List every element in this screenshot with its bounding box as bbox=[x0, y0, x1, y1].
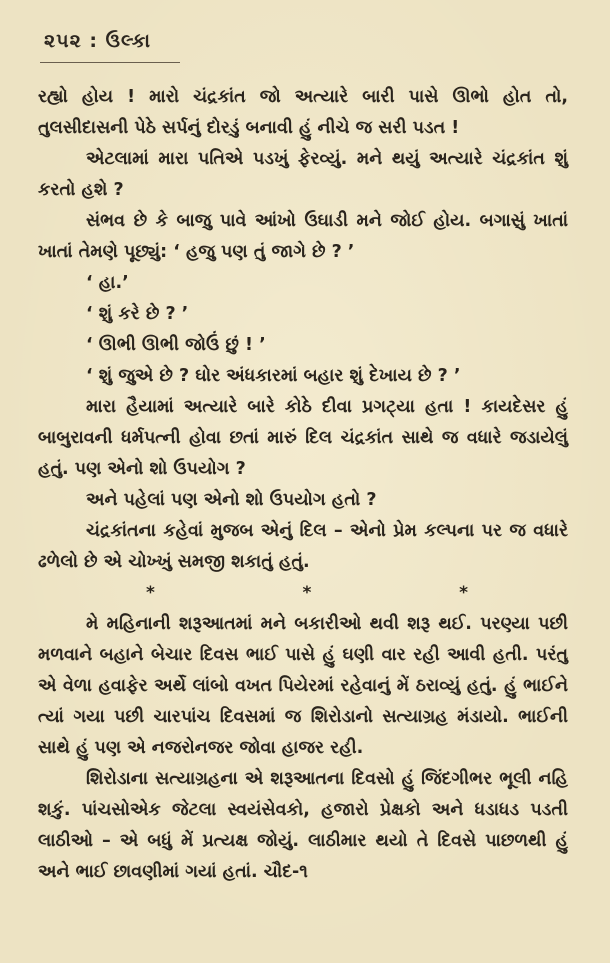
body-text bbox=[38, 82, 568, 888]
header-separator: : bbox=[89, 30, 99, 52]
paragraph: અને પહેલાં પણ એનો શો ઉપયોગ હતો ? bbox=[86, 490, 377, 510]
star-mark: * bbox=[459, 583, 468, 603]
paragraph: ‘ શું જુએ છે ? ઘોર અંધકારમાં બહાર શું દેખાય છે ? ’ bbox=[86, 366, 461, 386]
dialogue-line: ‘ શું કરે છે ? ’ bbox=[86, 304, 189, 324]
paragraph: મે મહિનાની શરૂઆતમાં મને બકારીઓ થવી શરૂ થઈ. પરણ્યા પછી મળવાને બહાને બેચાર દિવસ ભાઈ પાસે હું ઘણી વાર રહી આવી હતી. પરંતુ એ વેળા હવાફેર અર્થે લાંબો વખત પિયેરમાં રહેવાનું મેં ઠરાવ્યું હતું. હું ભાઈને ત્યાં ગયા પછી ચારપાંચ દિવસમાં જ શિરોડાનો સત્યાગ્રહ મંડાયો. ભાઈની સાથે હું પણ એ નજરોનજર જોવા હાજર રહી. bbox=[38, 614, 568, 758]
header-rule bbox=[40, 62, 180, 63]
paragraph: મારા હૈયામાં અત્યારે બારે કોઠે દીવા પ્રગટ્યા હતા ! કાયદેસર હું બાબુરાવની ધર્મપત્ની હોવા છતાં મારું દિલ ચંદ્રકાંત સાથે જ વધારે જડાયેલું હતું. પણ એનો શો ઉપયોગ ? bbox=[38, 397, 568, 479]
book-title: ઉલ્કા bbox=[105, 30, 151, 52]
star-mark: * bbox=[302, 583, 312, 603]
paragraph: શિરોડાના સત્યાગ્રહના એ શરૂઆતના દિવસો હું જિંદગીભર ભૂલી નહિ શકું. પાંચસોએક જેટલા સ્વયંસેવકો, હજારો પ્રેક્ષકો અને ધડાધડ પડતી લાઠીઓ – એ બધું મેં પ્રત્યક્ષ જોયું. લાઠીમાર થયો તે દિવસે પાછળથી હું અને ભાઈ છાવણીમાં ગયાં હતાં. ચૌદ-૧ bbox=[38, 769, 568, 882]
page-header bbox=[44, 30, 151, 52]
paragraph: એટલામાં મારા પતિએ પડખું ફેરવ્યું. મને થયું અત્યારે ચંદ્રકાંત શું કરતો હશે ? bbox=[38, 149, 568, 200]
paragraph: રહ્યો હોય ! મારો ચંદ્રકાંત જો અત્યારે બારી પાસે ઊભો હોત તો, તુલસીદાસની પેઠે સર્પનું દોરડું બનાવી હું નીચે જ સરી પડત ! bbox=[38, 87, 568, 138]
paragraph: સંભવ છે કે બાજુ પાવે આંખો ઉઘાડી મને જોઈ હોય. બગાસું ખાતાં ખાતાં તેમણે પૂછ્યું: ‘ હજુ પણ તું જાગે છે ? ’ bbox=[38, 211, 568, 262]
page-number: ૨૫૨ bbox=[44, 30, 82, 52]
dialogue-line: ‘ હા.’ bbox=[86, 273, 129, 293]
star-mark: * bbox=[146, 583, 155, 603]
section-break bbox=[38, 578, 568, 609]
paragraph: ચંદ્રકાંતના કહેવાં મુજબ એનું દિલ – એનો પ્રેમ કલ્પના પર જ વધારે ઢળેલો છે એ ચોખ્ખું સમજી શકાતું હતું. bbox=[38, 521, 568, 572]
dialogue-line: ‘ ઊભી ઊભી જોઉં છું ! ’ bbox=[86, 335, 266, 355]
